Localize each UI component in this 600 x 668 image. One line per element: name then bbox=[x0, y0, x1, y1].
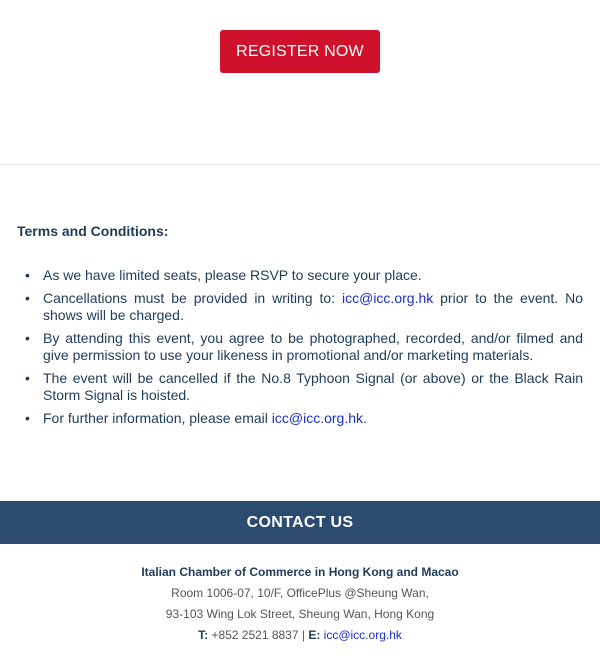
contact-footer bbox=[0, 562, 600, 646]
contact-us-heading: CONTACT US bbox=[0, 501, 600, 544]
terms-item-text: For further information, please email bbox=[43, 410, 272, 426]
bullet-icon: • bbox=[25, 267, 30, 283]
terms-item-text: As we have limited seats, please RSVP to secure your place. bbox=[43, 267, 422, 283]
terms-item-rsvp bbox=[17, 267, 583, 284]
email-label: E: bbox=[308, 628, 321, 642]
terms-item-text: . bbox=[363, 410, 367, 426]
terms-item-typhoon bbox=[17, 370, 583, 404]
cancellation-email-link[interactable]: icc@icc.org.hk bbox=[342, 290, 434, 306]
bullet-icon: • bbox=[25, 410, 30, 426]
address-line-2: 93-103 Wing Lok Street, Sheung Wan, Hong Kong bbox=[165, 607, 435, 621]
terms-section bbox=[17, 223, 583, 433]
terms-list bbox=[17, 267, 583, 427]
contact-email-link[interactable]: icc@icc.org.hk bbox=[323, 628, 402, 642]
info-email-link[interactable]: icc@icc.org.hk bbox=[271, 410, 363, 426]
section-divider bbox=[0, 164, 600, 165]
register-now-button[interactable]: REGISTER NOW bbox=[220, 30, 380, 73]
terms-item-photography bbox=[17, 330, 583, 364]
telephone-number: +852 2521 8837 | bbox=[208, 628, 305, 642]
address-line-1: Room 1006-07, 10/F, OfficePlus @Sheung Wan, bbox=[171, 586, 429, 600]
bullet-icon: • bbox=[25, 290, 30, 306]
terms-item-info bbox=[17, 410, 583, 427]
terms-item-text: By attending this event, you agree to be photographed, recorded, and/or filmed and give permission to use your likeness in promotional and/or marketing materials. bbox=[43, 330, 583, 363]
bullet-icon: • bbox=[25, 370, 30, 386]
terms-item-text: The event will be cancelled if the No.8 Typhoon Signal (or above) or the Black Rain Storm Signal is hoisted. bbox=[43, 370, 583, 403]
bullet-icon: • bbox=[25, 330, 30, 346]
terms-item-text: Cancellations must be provided in writing to: bbox=[43, 290, 342, 306]
terms-item-cancellations bbox=[17, 290, 583, 324]
telephone-label: T: bbox=[198, 628, 209, 642]
register-section bbox=[0, 30, 600, 73]
organization-name: Italian Chamber of Commerce in Hong Kong and Macao bbox=[141, 565, 459, 579]
terms-item-text: prior to the event. No shows will be charged. bbox=[43, 290, 583, 323]
contact-line bbox=[0, 625, 600, 646]
terms-title: Terms and Conditions: bbox=[17, 223, 169, 239]
